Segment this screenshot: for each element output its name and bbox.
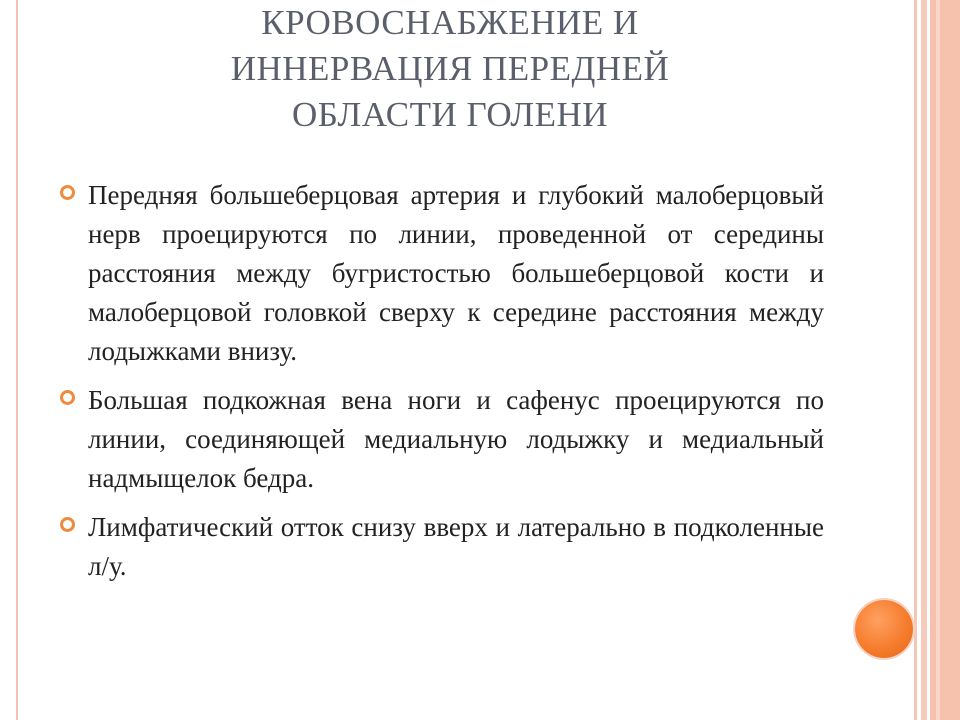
left-border-line [16, 0, 18, 720]
title-line-1: КРОВОСНАБЖЕНИЕ И [261, 3, 639, 42]
right-stripe-thin [914, 0, 917, 720]
decorative-orange-circle [855, 600, 913, 658]
bullet-text-2: Большая подкожная вена ноги и сафенус проецируются по линии, соединяющей медиальную лодыжку и медиальный надмыщелок бедра. [88, 385, 824, 493]
slide-title [120, 0, 780, 138]
right-stripe-medium [921, 0, 927, 720]
bullet-item-1 [60, 176, 824, 371]
right-stripe-highlight [936, 0, 940, 720]
bullet-list [60, 176, 824, 596]
title-line-2: ИННЕРВАЦИЯ ПЕРЕДНЕЙ [230, 49, 670, 88]
ring-bullet-icon [60, 185, 75, 200]
bullet-text-1: Передняя большеберцовая артерия и глубокий малоберцовый нерв проецируются по линии, проведенной от середины расстояния между бугристостью большеберцовой кости и малоберцовой головкой сверху к середине расстояния между лодыжками внизу. [88, 180, 824, 366]
right-stripe-wide [930, 0, 960, 720]
bullet-item-2 [60, 381, 824, 498]
bullet-text-3: Лимфатический отток снизу вверх и латерально в подколенные л/у. [88, 512, 824, 581]
ring-bullet-icon [60, 390, 75, 405]
title-line-3: ОБЛАСТИ ГОЛЕНИ [291, 95, 609, 134]
bullet-item-3 [60, 508, 824, 586]
ring-bullet-icon [60, 517, 75, 532]
